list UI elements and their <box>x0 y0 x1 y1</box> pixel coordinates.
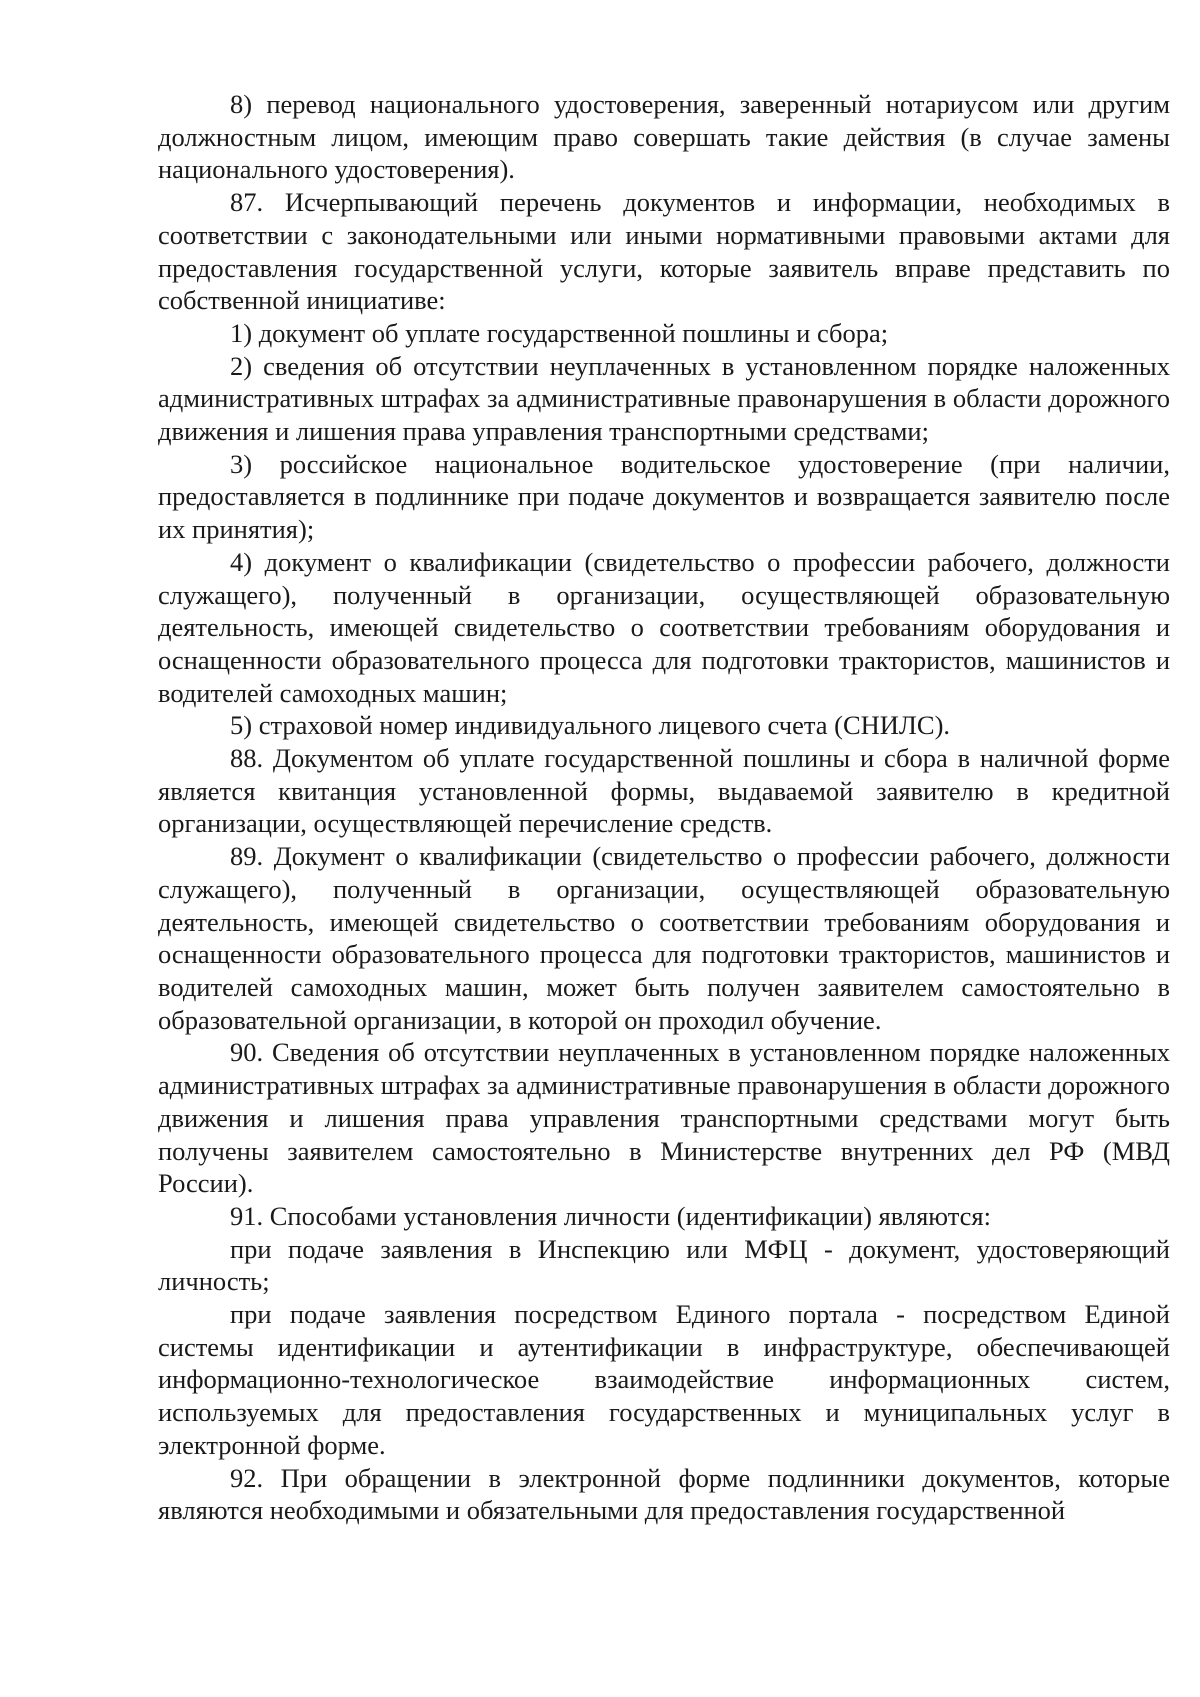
paragraph-89: 89. Документ о квалификации (свидетельство о профессии рабочего, должности служащего), полученный в организации, осуществляющей образовательную деятельность, имеющей свидетельство о соответствии требованиям оборудования и оснащенности образовательного процесса для подготовки трактористов, машинистов и водителей самоходных машин, может быть получен заявителем самостоятельно в образовательной организации, в которой он проходил обучение. <box>158 841 1170 1035</box>
paragraph-87-item-3: 3) российское национальное водительское удостоверение (при наличии, предоставляется в подлиннике при подаче документов и возвращается заявителю после их принятия); <box>158 448 1170 545</box>
document-page <box>158 88 1170 1527</box>
paragraph-92: 92. При обращении в электронной форме подлинники документов, которые являются необходимыми и обязательными для предоставления государственной <box>158 1462 1170 1526</box>
paragraph-90: 90. Сведения об отсутствии неуплаченных в установленном порядке наложенных административных штрафах за административные правонарушения в области дорожного движения и лишения права управления транспортными средствами могут быть получены заявителем самостоятельно в Министерстве внутренних дел РФ (МВД России). <box>158 1037 1170 1199</box>
paragraph-87-item-4: 4) документ о квалификации (свидетельство о профессии рабочего, должности служащего), полученный в организации, осуществляющей образовательную деятельность, имеющей свидетельство о соответствии требованиям оборудования и оснащенности образовательного процесса для подготовки трактористов, машинистов и водителей самоходных машин; <box>158 546 1170 708</box>
paragraph-88: 88. Документом об уплате государственной пошлины и сбора в наличной форме является квитанция установленной формы, выдаваемой заявителю в кредитной организации, осуществляющей перечисление средств. <box>158 743 1170 839</box>
paragraph-87-item-2: 2) сведения об отсутствии неуплаченных в установленном порядке наложенных административных штрафах за административные правонарушения в области дорожного движения и лишения права управления транспортными средствами; <box>158 350 1170 447</box>
paragraph-91-inspection: при подаче заявления в Инспекцию или МФЦ - документ, удостоверяющий личность; <box>158 1233 1170 1297</box>
paragraph-91-portal: при подаче заявления посредством Единого портала - посредством Единой системы идентификации и аутентификации в инфраструктуре, обеспечивающей информационно-технологическое взаимодействие информационных систем, используемых для предоставления государственных и муниципальных услуг в электронной форме. <box>158 1299 1170 1460</box>
paragraph-87: 87. Исчерпывающий перечень документов и информации, необходимых в соответствии с законодательными или иными нормативными правовыми актами для предоставления государственной услуги, которые заявитель вправе представить по собственной инициативе: <box>158 187 1170 316</box>
paragraph-91: 91. Способами установления личности (идентификации) являются: <box>230 1200 991 1231</box>
paragraph-item-8: 8) перевод национального удостоверения, заверенный нотариусом или другим должностным лицом, имеющим право совершать такие действия (в случае замены национального удостоверения). <box>158 89 1170 185</box>
paragraph-87-item-1: 1) документ об уплате государственной пошлины и сбора; <box>230 317 889 348</box>
paragraph-87-item-5: 5) страховой номер индивидуального лицевого счета (СНИЛС). <box>230 710 951 741</box>
